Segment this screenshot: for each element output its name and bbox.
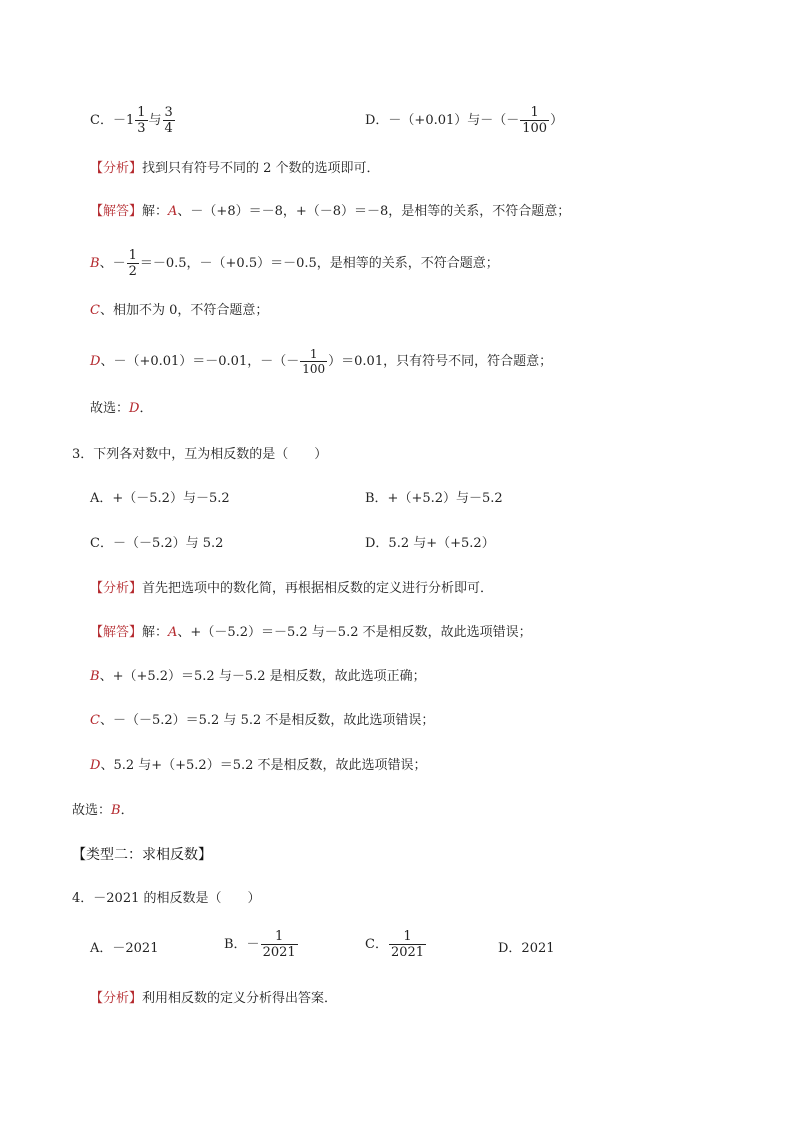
q3-choose: 故选：B． <box>72 803 134 818</box>
analysis-tag: 【分析】 <box>90 581 143 596</box>
q3-solution-a: 【解答】解：A、+（－5.2）＝－5.2 与－5.2 不是相反数，故此选项错误； <box>90 625 532 640</box>
q2-option-c: C．－1 $\frac{1}{3}$ 与 $\frac{3}{4}$ <box>90 105 173 136</box>
fraction: $\frac{3}{4}$ <box>164 105 173 136</box>
q4-question: 4．－2021 的相反数是（ ） <box>72 891 261 906</box>
fraction: $\frac{1}{3}$ <box>137 105 146 136</box>
solution-tag: 【解答】 <box>90 204 143 219</box>
q2-option-d: D．－（+0.01）与－（－ $\frac{1}{100}$ ） <box>365 105 564 136</box>
q3-analysis: 【分析】首先把选项中的数化简，再根据相反数的定义进行分析即可． <box>90 581 494 596</box>
fraction: $\frac{1}{2}$ <box>128 248 137 279</box>
fraction: $\frac{1}{2021}$ <box>262 929 296 960</box>
q4-option-d: D．2021 <box>498 941 555 956</box>
q2-solution-b: B、－ $\frac{1}{2}$ ＝－0.5，－（+0.5）＝－0.5，是相等的关系，不符合题意； <box>90 248 499 279</box>
fraction: $\frac{1}{100}$ <box>522 105 548 136</box>
q2-analysis: 【分析】找到只有符号不同的 2 个数的选项即可． <box>90 161 380 176</box>
fraction: $\frac{1}{100}$ <box>302 347 326 376</box>
q4-option-c: C． $\frac{1}{2021}$ <box>365 929 425 960</box>
q3-option-c: C．－（－5.2）与 5.2 <box>90 536 224 551</box>
q4-option-a: A．－2021 <box>90 941 159 956</box>
q3-option-b: B．+（+5.2）与－5.2 <box>365 491 503 506</box>
section-title: 【类型二：求相反数】 <box>72 847 212 863</box>
q3-question: 3．下列各对数中，互为相反数的是（ ） <box>72 447 328 462</box>
q4-option-b: B．－ $\frac{1}{2021}$ <box>224 929 296 960</box>
q4-analysis: 【分析】利用相反数的定义分析得出答案． <box>90 991 338 1006</box>
q3-solution-c: C、－（－5.2）＝5.2 与 5.2 不是相反数，故此选项错误； <box>90 713 435 728</box>
q2-solution-c: C、相加不为 0，不符合题意； <box>90 303 269 318</box>
q2-solution-d: D、－（+0.01）＝－0.01，－（－ $\frac{1}{100}$ ）＝0.01，只有符号不同，符合题意； <box>90 347 553 376</box>
solution-tag: 【解答】 <box>90 625 143 640</box>
q2-solution-a: 【解答】解：A、－（+8）＝－8，+（－8）＝－8，是相等的关系，不符合题意； <box>90 204 571 219</box>
q3-option-a: A．+（－5.2）与－5.2 <box>90 491 230 506</box>
fraction: $\frac{1}{2021}$ <box>390 929 425 960</box>
q2-choose: 故选：D． <box>90 401 153 416</box>
q3-solution-b: B、+（+5.2）＝5.2 与－5.2 是相反数，故此选项正确； <box>90 669 426 684</box>
q3-solution-d: D、5.2 与+（+5.2）＝5.2 不是相反数，故此选项错误； <box>90 758 427 773</box>
q3-option-d: D．5.2 与+（+5.2） <box>365 536 495 551</box>
analysis-tag: 【分析】 <box>90 161 143 176</box>
analysis-tag: 【分析】 <box>90 991 143 1006</box>
